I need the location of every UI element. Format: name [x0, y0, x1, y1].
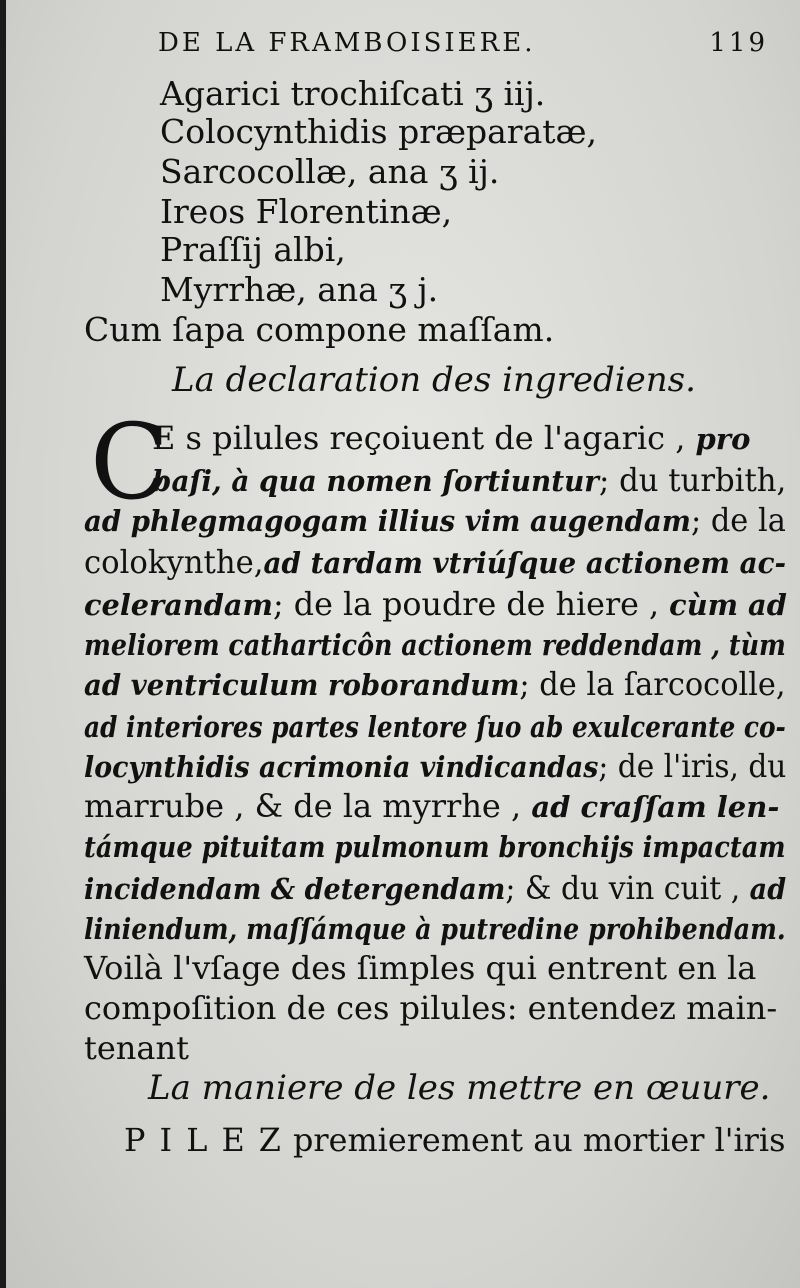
text-line: baſi, à qua nomen ſortiuntur; du turbith, [152, 461, 787, 499]
text-line: celerandam; de la poudre de hiere , cùm ad [84, 585, 787, 623]
recipe-line: Praſſij albi, [160, 230, 346, 269]
running-header [158, 28, 768, 68]
recipe-line: Myrrhæ, ana ʒ j. [160, 270, 439, 309]
text-line: ad interiores partes lentore ſuo ab exulcerante co- [84, 710, 786, 744]
recipe-line: Ireos Florentinæ, [160, 192, 453, 231]
text-line: P I L E Z premierement au mortier l'iris [124, 1121, 786, 1159]
text-line: ad ventriculum roborandum; de la ſarcocolle, [84, 665, 786, 703]
text-line: locynthidis acrimonia vindicandas; de l'iris, du [84, 747, 787, 785]
recipe-line: Cum ſapa compone maſſam. [84, 310, 555, 349]
text-line: Voilà l'vſage des ſimples qui entrent en la [84, 949, 757, 987]
text-line: marrube , & de la myrrhe , ad craſſam len- [84, 787, 780, 825]
text-line: E s pilules reçoiuent de l'agaric , pro [152, 419, 751, 457]
text-line: ad phlegmagogam illius vim augendam; de la [84, 501, 786, 539]
text-line: incidendam & detergendam; & du vin cuit , ad [84, 869, 787, 907]
recipe-line: Agarici trochiſcati ʒ iij. [160, 74, 546, 113]
running-title: DE LA FRAMBOISIERE. [158, 28, 536, 58]
text-line: colokynthe,ad tardam vtriúſque actionem ac- [84, 543, 787, 581]
section-heading: La declaration des ingrediens. [172, 360, 696, 400]
text-line: compoſition de ces pilules: entendez main- [84, 989, 778, 1027]
text-line: támque pituitam pulmonum bronchijs impactam [84, 830, 786, 864]
recipe-line: Colocynthidis præparatæ, [160, 112, 598, 151]
text-line: liniendum, maſſámque à putredine prohibendam. [84, 912, 786, 946]
section-heading: La maniere de les mettre en œuure. [148, 1068, 771, 1108]
page-number: 119 [709, 28, 768, 58]
text-line: tenant [84, 1029, 189, 1067]
book-page [6, 0, 800, 1288]
drop-capital: C [90, 401, 170, 523]
recipe-line: Sarcocollæ, ana ʒ ij. [160, 152, 500, 191]
text-line: meliorem catharticôn actionem reddendam , tùm [84, 628, 786, 662]
